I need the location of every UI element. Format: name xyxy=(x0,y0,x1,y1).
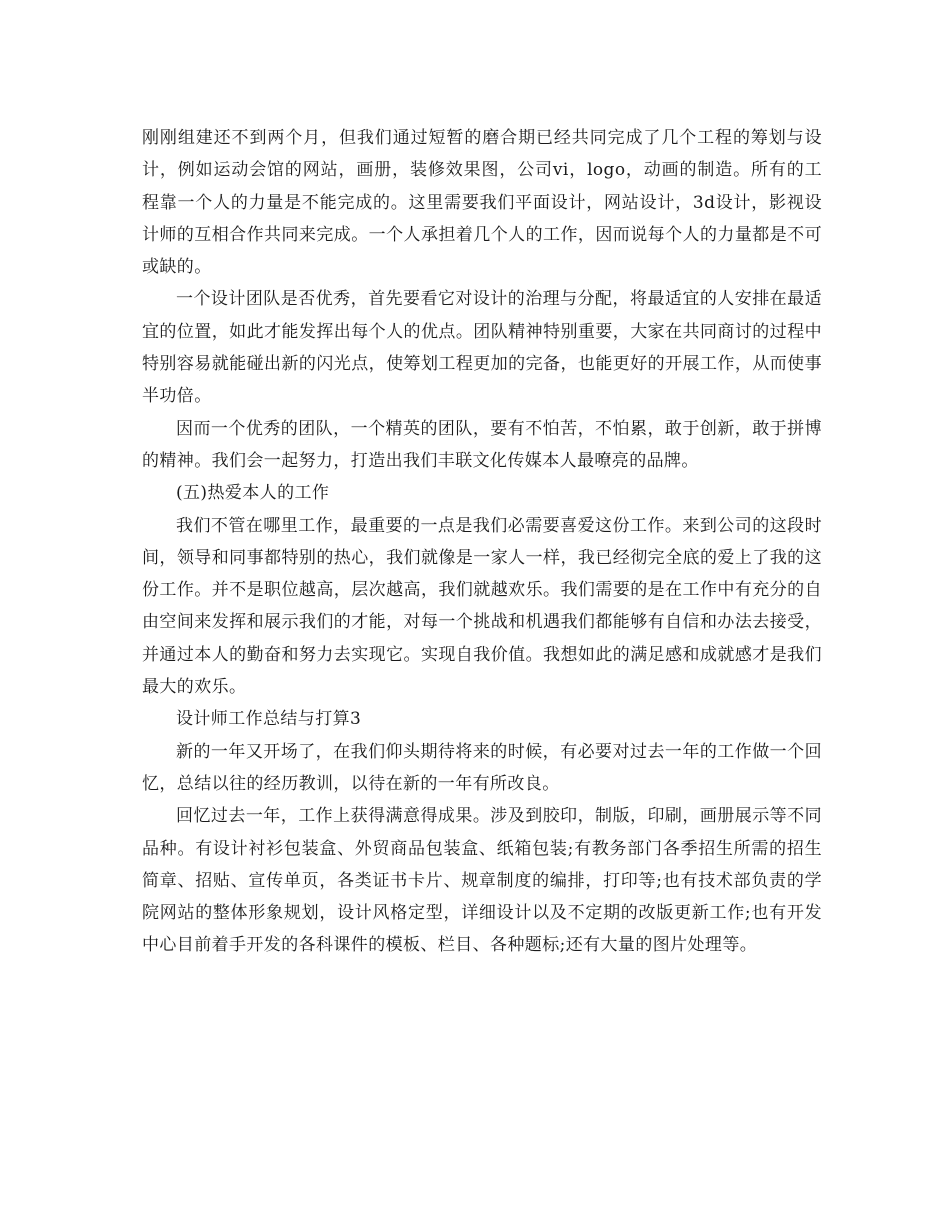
document-body xyxy=(142,122,822,962)
paragraph-4: 我们不管在哪里工作，最重要的一点是我们必需要喜爱这份工作。来到公司的这段时间，领导和同事都特别的热心，我们就像是一家人一样，我已经彻完全底的爱上了我的这份工作。并不是职位越高，层次越高，我们就越欢乐。我们需要的是在工作中有充分的自由空间来发挥和展示我们的才能，对每一个挑战和机遇我们都能够有自信和办法去接受，并通过本人的勤奋和努力去实现它。实现自我价值。我想如此的满足感和成就感才是我们最大的欢乐。 xyxy=(142,515,822,698)
section-heading-love-work: (五)热爱本人的工作 xyxy=(176,483,330,504)
section-heading-summary-3: 设计师工作总结与打算3 xyxy=(176,709,362,730)
paragraph-5: 新的一年又开场了，在我们仰头期待将来的时候，有必要对过去一年的工作做一个回忆，总结以往的经历教训，以待在新的一年有所改良。 xyxy=(142,741,822,794)
paragraph-6: 回忆过去一年，工作上获得满意得成果。涉及到胶印，制版，印刷，画册展示等不同品种。有设计衬衫包装盒、外贸商品包装盒、纸箱包装;有教务部门各季招生所需的招生简章、招贴、宣传单页，各类证书卡片、规章制度的编排，打印等;也有技术部负责的学院网站的整体形象规划，设计风格定型，详细设计以及不定期的改版更新工作;也有开发中心目前着手开发的各科课件的模板、栏目、各种题标;还有大量的图片处理等。 xyxy=(142,806,822,956)
paragraph-2: 一个设计团队是否优秀，首先要看它对设计的治理与分配，将最适宜的人安排在最适宜的位置，如此才能发挥出每个人的优点。团队精神特别重要，大家在共同商讨的过程中特别容易就能碰出新的闪光点，使筹划工程更加的完备，也能更好的开展工作，从而使事半功倍。 xyxy=(142,289,822,407)
paragraph-1: 刚刚组建还不到两个月，但我们通过短暂的磨合期已经共同完成了几个工程的筹划与设计，例如运动会馆的网站，画册，装修效果图，公司vi，logo，动画的制造。所有的工程靠一个人的力量是不能完成的。这里需要我们平面设计，网站设计，3d设计，影视设计师的互相合作共同来完成。一个人承担着几个人的工作，因而说每个人的力量都是不可或缺的。 xyxy=(142,128,822,278)
paragraph-3: 因而一个优秀的团队，一个精英的团队，要有不怕苦，不怕累，敢于创新，敢于拼博的精神。我们会一起努力，打造出我们丰联文化传媒本人最嘹亮的品牌。 xyxy=(142,418,822,471)
